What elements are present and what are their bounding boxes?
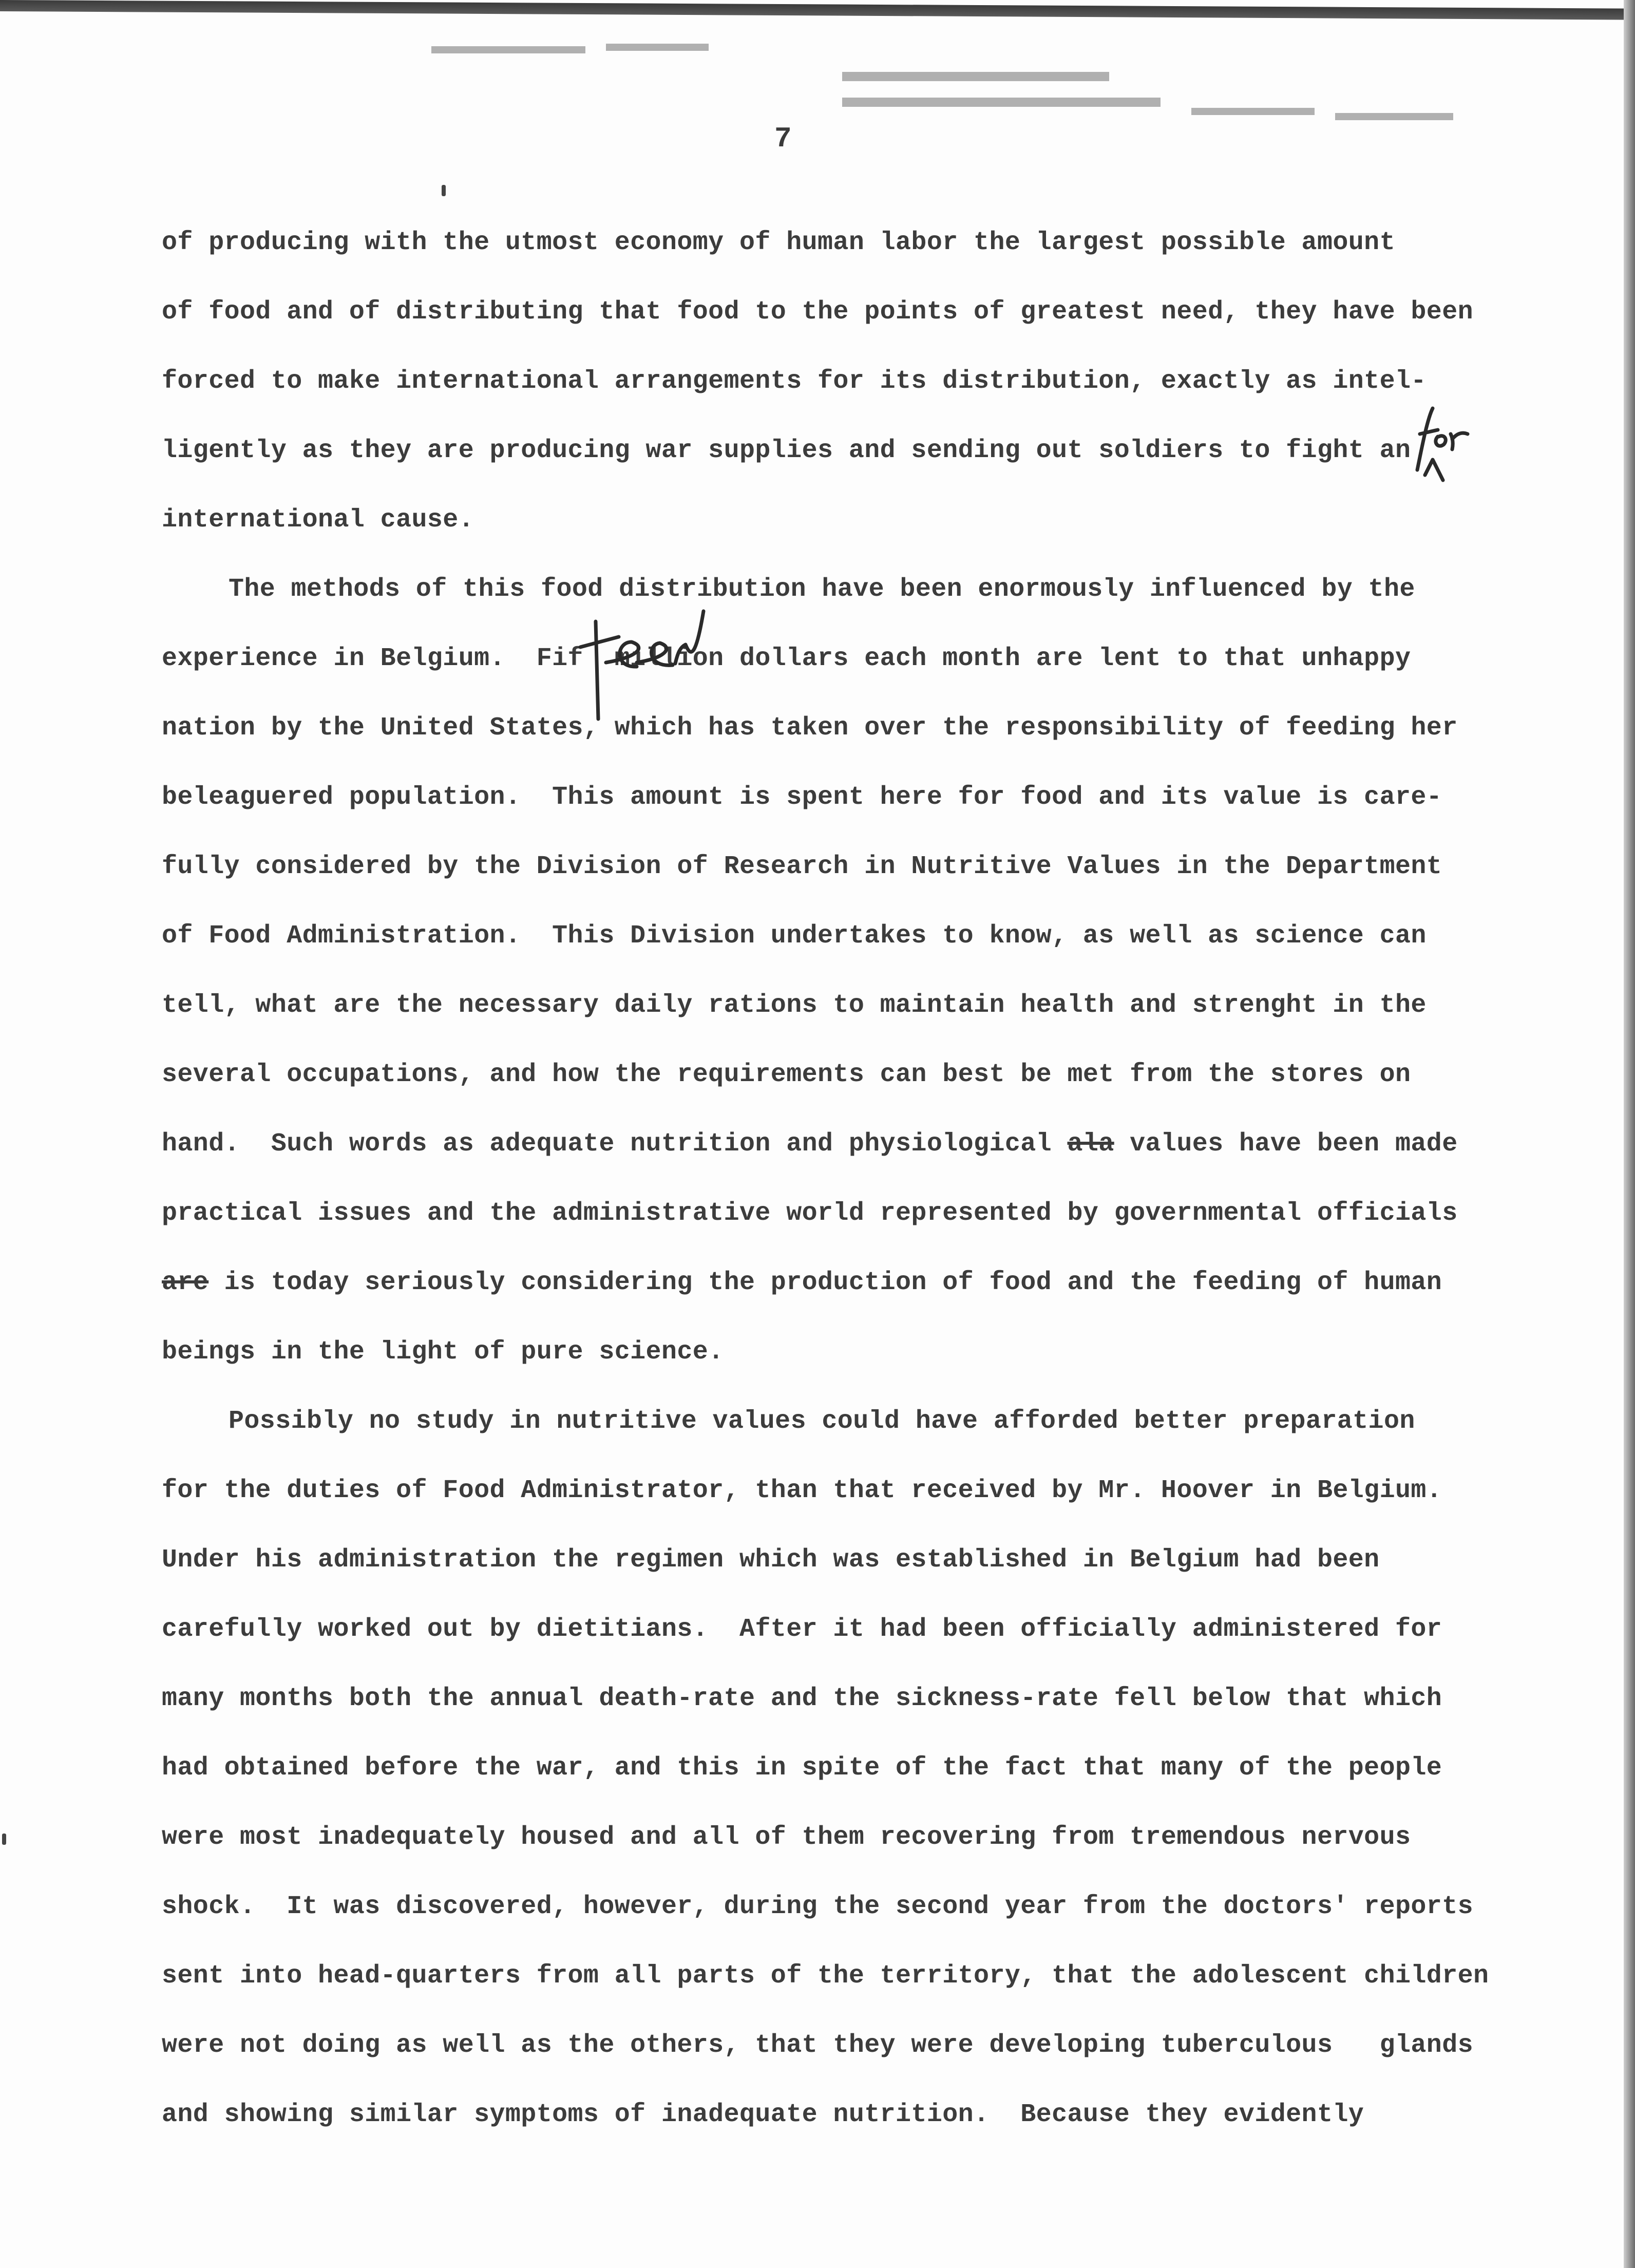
text-line bbox=[162, 1825, 1600, 1894]
text-line bbox=[162, 1339, 1600, 1409]
text-segment: for the duties of Food Administrator, than that received by Mr. Hoover in Belgium. bbox=[162, 1476, 1442, 1505]
scan-top-border bbox=[0, 0, 1635, 20]
text-segment: tell, what are the necessary daily rations to maintain health and strenght in the bbox=[162, 991, 1427, 1020]
text-line bbox=[162, 438, 1600, 507]
text-line bbox=[162, 1478, 1600, 1547]
text-line bbox=[162, 2033, 1600, 2102]
text-segment: of Food Administration. This Division undertakes to know, as well as science can bbox=[162, 921, 1427, 951]
text-segment: Possibly no study in nutritive values could have afforded better preparation bbox=[229, 1407, 1415, 1436]
typed-body-text bbox=[162, 230, 1600, 2171]
text-line bbox=[162, 1755, 1600, 1825]
text-line bbox=[162, 854, 1600, 923]
text-line bbox=[162, 923, 1600, 993]
text-segment: of food and of distributing that food to the points of greatest need, they have been bbox=[162, 297, 1474, 327]
text-segment: Under his administration the regimen which was established in Belgium had been bbox=[162, 1545, 1380, 1575]
handwritten-correction-for bbox=[1407, 398, 1474, 490]
text-line bbox=[162, 577, 1600, 646]
text-segment: ligently as they are producing war supplies and sending out soldiers to fight an bbox=[162, 436, 1411, 465]
text-segment: of producing with the utmost economy of human labor the largest possible amount bbox=[162, 228, 1395, 257]
text-line bbox=[162, 1617, 1600, 1686]
text-segment: hand. Such words as adequate nutrition and physiological bbox=[162, 1129, 1068, 1159]
text-segment: several occupations, and how the requirements can best be met from the stores on bbox=[162, 1060, 1411, 1089]
text-segment: sent into head-quarters from all parts of the territory, that the adolescent children bbox=[162, 1961, 1489, 1991]
text-line bbox=[162, 1409, 1600, 1478]
text-line bbox=[162, 1547, 1600, 1617]
text-line bbox=[162, 785, 1600, 854]
text-segment: experience in Belgium. Fif million dollars each month are lent to that unhappy bbox=[162, 644, 1411, 673]
text-line bbox=[162, 993, 1600, 1062]
text-line bbox=[162, 299, 1600, 369]
text-segment: practical issues and the administrative world represented by governmental officials bbox=[162, 1199, 1458, 1228]
text-segment: beings in the light of pure science. bbox=[162, 1337, 724, 1367]
text-segment: international cause. bbox=[162, 505, 474, 535]
page-number: 7 bbox=[774, 122, 792, 155]
struck-through-word: ala bbox=[1067, 1129, 1114, 1159]
text-line bbox=[162, 1062, 1600, 1131]
text-segment: values have been made bbox=[1114, 1129, 1458, 1159]
text-segment: many months both the annual death-rate and the sickness-rate fell below that which bbox=[162, 1684, 1442, 1713]
text-segment: forced to make international arrangements for its distribution, exactly as intel- bbox=[162, 367, 1427, 396]
scan-speck bbox=[2, 1834, 6, 1845]
handwritten-correction-teen bbox=[575, 606, 709, 729]
scan-right-border bbox=[1624, 0, 1635, 2268]
text-line bbox=[162, 1686, 1600, 1755]
text-line bbox=[162, 1963, 1600, 2033]
text-line bbox=[162, 1131, 1600, 1201]
text-line bbox=[162, 507, 1600, 577]
text-segment: and showing similar symptoms of inadequate nutrition. Because they evidently bbox=[162, 2100, 1364, 2129]
text-line bbox=[162, 1270, 1600, 1339]
text-segment: had obtained before the war, and this in spite of the fact that many of the people bbox=[162, 1753, 1442, 1783]
text-line bbox=[162, 230, 1600, 299]
text-segment: shock. It was discovered, however, during the second year from the doctors' reports bbox=[162, 1892, 1474, 1921]
scan-speck bbox=[442, 185, 446, 196]
struck-through-word: are bbox=[162, 1268, 209, 1297]
text-line bbox=[162, 1201, 1600, 1270]
text-segment: fully considered by the Division of Research in Nutritive Values in the Department bbox=[162, 852, 1442, 881]
text-segment: The methods of this food distribution have been enormously influenced by the bbox=[229, 575, 1415, 604]
text-segment: were not doing as well as the others, that they were developing tuberculous glands bbox=[162, 2031, 1474, 2060]
text-line bbox=[162, 369, 1600, 438]
text-segment: were most inadequately housed and all of them recovering from tremendous nervous bbox=[162, 1823, 1411, 1852]
text-line bbox=[162, 646, 1600, 715]
faded-stamp bbox=[390, 31, 1469, 144]
text-line bbox=[162, 1894, 1600, 1963]
text-segment: carefully worked out by dietitians. After it had been officially administered for bbox=[162, 1615, 1442, 1644]
text-segment: beleaguered population. This amount is spent here for food and its value is care- bbox=[162, 783, 1442, 812]
text-segment: is today seriously considering the production of food and the feeding of human bbox=[208, 1268, 1442, 1297]
text-segment: nation by the United States, which has taken over the responsibility of feeding her bbox=[162, 713, 1458, 743]
text-line bbox=[162, 715, 1600, 785]
text-line bbox=[162, 2102, 1600, 2171]
